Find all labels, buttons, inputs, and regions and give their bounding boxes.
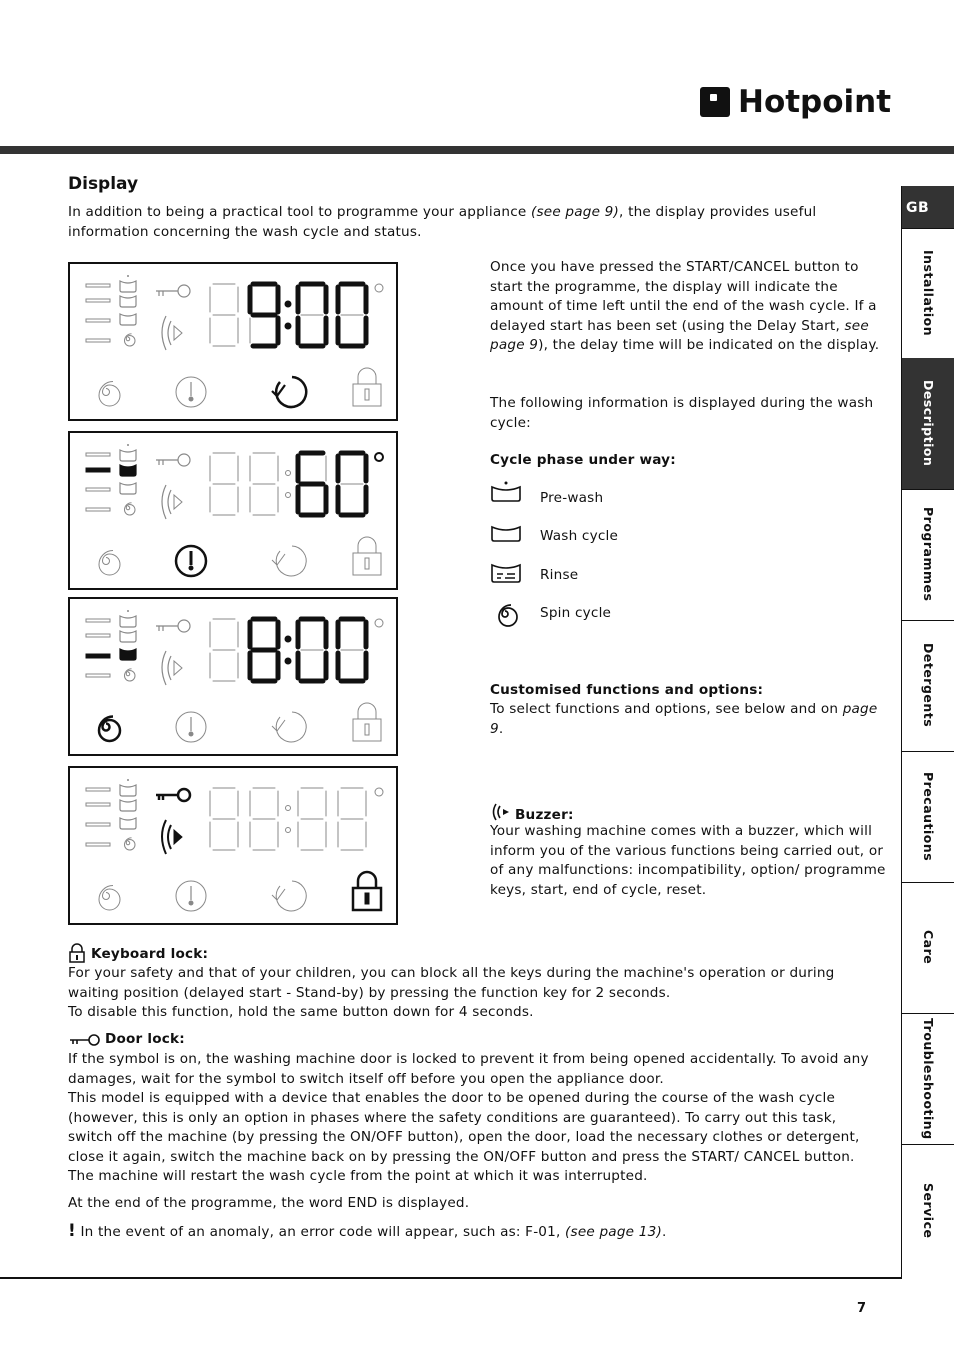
panel-4-temperature-icon bbox=[176, 881, 206, 911]
panel-2-digit-2 bbox=[250, 453, 278, 515]
panel-2-digit-1 bbox=[210, 453, 238, 515]
panel-3-spin-option-icon bbox=[99, 717, 120, 742]
panel-3-keyboard-lock-icon bbox=[353, 703, 381, 741]
footer-rule bbox=[0, 1277, 902, 1279]
door-lock-heading: Door lock: bbox=[105, 1031, 185, 1047]
panel-3-temperature-icon bbox=[176, 712, 206, 742]
phase-label-wash: Wash cycle bbox=[540, 528, 619, 544]
phase-label-spin: Spin cycle bbox=[540, 605, 612, 621]
panel-4-spin-option-icon bbox=[99, 886, 120, 911]
panel-1-delay-start-icon bbox=[272, 377, 306, 407]
display-panel-1-drawing bbox=[70, 264, 396, 419]
sidebar-item-detergents[interactable]: Detergents bbox=[902, 620, 954, 752]
panel-4-digit-1 bbox=[210, 788, 238, 850]
rinse-icon bbox=[490, 562, 524, 584]
panel-3-phase-indicators bbox=[86, 619, 110, 677]
sidebar-item-installation[interactable]: Installation bbox=[902, 228, 954, 359]
panel-4-phase-icons bbox=[120, 779, 136, 850]
custom-paragraph: To select functions and options, see below and on page 9. bbox=[490, 701, 878, 737]
panel-1-door-lock-icon bbox=[156, 285, 190, 297]
panel-4-delay-start-icon bbox=[272, 881, 306, 911]
display-panel-4-drawing bbox=[70, 768, 396, 923]
prewash-icon bbox=[490, 481, 524, 503]
intro-paragraph: In addition to being a practical tool to programme your appliance (see page 9), the display provides useful information concerning the wash cycle and status. bbox=[68, 204, 817, 240]
section-sidebar bbox=[901, 186, 954, 1277]
panel-3-digit-2 bbox=[250, 619, 278, 681]
sidebar-item-care[interactable]: Care bbox=[902, 882, 954, 1014]
panel-4-colon bbox=[286, 806, 291, 833]
phase-label-prewash: Pre-wash bbox=[540, 490, 604, 506]
warning-icon: ! bbox=[68, 1221, 76, 1241]
display-panel-2 bbox=[68, 431, 398, 590]
panel-1-keyboard-lock-icon bbox=[353, 368, 381, 406]
panel-3-door-lock-icon bbox=[156, 620, 190, 632]
logo-mark-icon bbox=[700, 87, 730, 117]
panel-3-degree-indicator bbox=[375, 619, 383, 627]
display-panel-3-drawing bbox=[70, 599, 396, 754]
keyboard-lock-paragraph-1: For your safety and that of your children, you can block all the keys during the machine's operation or during waiting position (delayed start - Stand-by) by pressing the function key for 2 seconds. bbox=[68, 965, 835, 1001]
spin-cycle-icon bbox=[490, 599, 520, 629]
page-number: 7 bbox=[857, 1301, 867, 1316]
panel-1-degree-indicator bbox=[375, 284, 383, 292]
panel-2-phase-icons bbox=[120, 444, 136, 515]
panel-1-digit-3 bbox=[298, 284, 326, 346]
phase-heading: Cycle phase under way: bbox=[490, 452, 676, 468]
panel-4-degree-indicator bbox=[375, 788, 383, 796]
buzzer-heading: Buzzer: bbox=[515, 807, 574, 823]
end-paragraph: At the end of the programme, the word END is displayed. bbox=[68, 1195, 470, 1211]
panel-3-delay-start-icon bbox=[272, 712, 306, 742]
panel-1-phase-icons bbox=[120, 275, 136, 346]
panel-2-keyboard-lock-icon bbox=[353, 537, 381, 575]
panel-1-digit-2 bbox=[250, 284, 278, 346]
panel-1-digit-4 bbox=[338, 284, 366, 346]
panel-2-colon bbox=[286, 471, 291, 498]
door-lock-icon bbox=[68, 1033, 102, 1047]
sidebar-item-precautions[interactable]: Precautions bbox=[902, 751, 954, 883]
panel-1-phase-indicators bbox=[86, 284, 110, 342]
display-panel-4 bbox=[68, 766, 398, 925]
panel-2-digit-4 bbox=[338, 453, 366, 515]
keyboard-lock-heading: Keyboard lock: bbox=[91, 946, 209, 962]
panel-4-digit-4 bbox=[338, 788, 366, 850]
panel-3-digit-1 bbox=[210, 619, 238, 681]
section-title: Display bbox=[68, 174, 139, 194]
hotpoint-logo bbox=[700, 84, 891, 120]
display-panel-2-drawing bbox=[70, 433, 396, 588]
panel-2-temperature-icon bbox=[176, 546, 206, 576]
panel-4-phase-indicators bbox=[86, 788, 110, 846]
panel-2-degree-indicator bbox=[375, 453, 383, 461]
buzzer-paragraph: Your washing machine comes with a buzzer, which will inform you of the various functions being carried out, or of any malfunctions: incompatibility, option/ programme keys, start, end of cycle, reset. bbox=[490, 823, 886, 898]
keyboard-lock-paragraph-2: To disable this function, hold the same button down for 4 seconds. bbox=[68, 1004, 534, 1020]
wash-cycle-icon bbox=[490, 523, 524, 543]
buzzer-icon bbox=[490, 801, 512, 823]
header-rule bbox=[0, 146, 954, 154]
panel-2-digit-3 bbox=[298, 453, 326, 515]
panel-2-delay-start-icon bbox=[272, 546, 306, 576]
anomaly-paragraph: ! In the event of an anomaly, an error code will appear, such as: F-01, (see page 13). bbox=[68, 1221, 667, 1241]
sidebar-item-troubleshooting[interactable]: Troubleshooting bbox=[902, 1013, 954, 1145]
brand-name: Hotpoint bbox=[738, 84, 892, 120]
panel-3-digit-3 bbox=[298, 619, 326, 681]
panel-2-phase-indicators bbox=[86, 453, 110, 511]
panel-2-door-lock-icon bbox=[156, 454, 190, 466]
panel-3-digit-4 bbox=[338, 619, 366, 681]
panel-1-buzzer-icon bbox=[162, 316, 182, 350]
panel-1-digit-1 bbox=[210, 284, 238, 346]
sidebar-item-service[interactable]: Service bbox=[921, 1182, 936, 1239]
keyboard-lock-icon bbox=[68, 943, 86, 963]
panel-3-colon bbox=[285, 636, 291, 664]
panel-1-spin-option-icon bbox=[99, 382, 120, 407]
panel-1-temperature-icon bbox=[176, 377, 206, 407]
panel-3-buzzer-icon bbox=[162, 651, 182, 685]
door-lock-paragraph-1: If the symbol is on, the washing machine door is locked to prevent it from being opened accidentally. To avoid any damages, wait for the symbol to switch itself off before you open the appliance door. bbox=[68, 1051, 869, 1087]
panel-4-digit-3 bbox=[298, 788, 326, 850]
phase-label-rinse: Rinse bbox=[540, 567, 579, 583]
panel-1-colon bbox=[285, 301, 291, 329]
panel-2-spin-option-icon bbox=[99, 551, 120, 576]
sidebar-item-programmes[interactable]: Programmes bbox=[902, 489, 954, 621]
sidebar-item-gb[interactable]: GB bbox=[902, 186, 954, 229]
panel-4-keyboard-lock-icon bbox=[353, 872, 381, 910]
panel-2-buzzer-icon bbox=[162, 485, 182, 519]
custom-heading: Customised functions and options: bbox=[490, 682, 764, 698]
panel-4-door-lock-icon bbox=[156, 789, 190, 801]
display-panel-3 bbox=[68, 597, 398, 756]
display-panel-1 bbox=[68, 262, 398, 421]
panel-4-buzzer-icon bbox=[162, 820, 182, 854]
panel-3-phase-icons bbox=[120, 610, 136, 681]
info-paragraph: The following information is displayed during the wash cycle: bbox=[490, 395, 874, 431]
start-paragraph: Once you have pressed the START/CANCEL button to start the programme, the display will indicate the amount of time left until the end of the wash cycle. If a delayed start has been set (using the Delay Start, see page 9), the delay time will be indicated on the display. bbox=[490, 259, 880, 353]
door-lock-paragraph-2: This model is equipped with a device that enables the door to be opened during the course of the wash cycle (however, this is only an option in phases where the safety conditions are guaranteed). To carry out this task, switch off the machine (by pressing the ON/OFF button), open the door, load the necessary clothes or detergent, close it again, switch the machine back on by pressing the ON/OFF button and press the START/ CANCEL button. The machine will restart the wash cycle from the point at which it was interrupted. bbox=[68, 1090, 860, 1184]
sidebar-item-description[interactable]: Description bbox=[902, 358, 954, 490]
panel-4-digit-2 bbox=[250, 788, 278, 850]
